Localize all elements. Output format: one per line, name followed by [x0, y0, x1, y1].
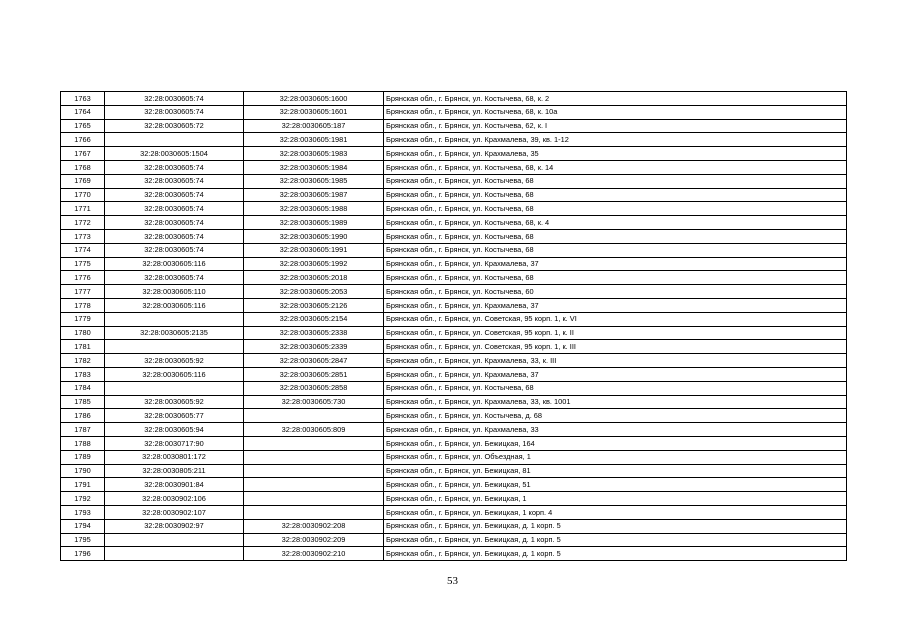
parent-cadastral-number-cell	[105, 547, 244, 561]
cadastral-number-cell: 32:28:0030902:208	[244, 519, 384, 533]
parent-cadastral-number-cell	[105, 533, 244, 547]
cadastral-number-cell	[244, 478, 384, 492]
parent-cadastral-number-cell: 32:28:0030902:106	[105, 492, 244, 506]
parent-cadastral-number-cell: 32:28:0030717:90	[105, 436, 244, 450]
parent-cadastral-number-cell: 32:28:0030605:116	[105, 257, 244, 271]
row-number-cell: 1777	[61, 285, 105, 299]
row-number-cell: 1793	[61, 505, 105, 519]
address-cell: Брянская обл., г. Брянск, ул. Костычева, 62, к. I	[384, 119, 847, 133]
cadastral-number-cell: 32:28:0030605:2053	[244, 285, 384, 299]
parent-cadastral-number-cell: 32:28:0030605:92	[105, 354, 244, 368]
parent-cadastral-number-cell: 32:28:0030605:92	[105, 395, 244, 409]
cadastral-number-cell: 32:28:0030605:1984	[244, 160, 384, 174]
table-row	[61, 257, 847, 271]
address-cell: Брянская обл., г. Брянск, ул. Костычева, 68	[384, 202, 847, 216]
address-cell: Брянская обл., г. Брянск, ул. Костычева, 68	[384, 271, 847, 285]
row-number-cell: 1778	[61, 298, 105, 312]
table-row	[61, 478, 847, 492]
address-cell: Брянская обл., г. Брянск, ул. Костычева, 68	[384, 188, 847, 202]
parent-cadastral-number-cell: 32:28:0030902:107	[105, 505, 244, 519]
address-cell: Брянская обл., г. Брянск, ул. Крахмалева, 33, к. III	[384, 354, 847, 368]
row-number-cell: 1781	[61, 340, 105, 354]
address-cell: Брянская обл., г. Брянск, ул. Советская, 95 корп. 1, к. III	[384, 340, 847, 354]
page-number: 53	[447, 575, 458, 587]
cadastral-number-cell: 32:28:0030605:1990	[244, 229, 384, 243]
table-row	[61, 423, 847, 437]
row-number-cell: 1763	[61, 92, 105, 106]
table-row	[61, 271, 847, 285]
row-number-cell: 1766	[61, 133, 105, 147]
row-number-cell: 1794	[61, 519, 105, 533]
address-cell: Брянская обл., г. Брянск, ул. Крахмалева, 35	[384, 147, 847, 161]
cadastral-number-cell	[244, 505, 384, 519]
cadastral-number-cell: 32:28:0030605:1981	[244, 133, 384, 147]
cadastral-table	[60, 91, 847, 561]
address-cell: Брянская обл., г. Брянск, ул. Советская, 95 корп. 1, к. VI	[384, 312, 847, 326]
address-cell: Брянская обл., г. Брянск, ул. Костычева, 68	[384, 174, 847, 188]
row-number-cell: 1789	[61, 450, 105, 464]
cadastral-number-cell: 32:28:0030605:1601	[244, 105, 384, 119]
row-number-cell: 1774	[61, 243, 105, 257]
row-number-cell: 1787	[61, 423, 105, 437]
cadastral-number-cell: 32:28:0030605:2338	[244, 326, 384, 340]
parent-cadastral-number-cell: 32:28:0030605:74	[105, 271, 244, 285]
document-page	[60, 91, 846, 561]
row-number-cell: 1768	[61, 160, 105, 174]
parent-cadastral-number-cell: 32:28:0030605:116	[105, 298, 244, 312]
cadastral-number-cell: 32:28:0030605:809	[244, 423, 384, 437]
row-number-cell: 1795	[61, 533, 105, 547]
cadastral-number-cell: 32:28:0030605:2851	[244, 367, 384, 381]
parent-cadastral-number-cell: 32:28:0030605:74	[105, 229, 244, 243]
parent-cadastral-number-cell	[105, 340, 244, 354]
parent-cadastral-number-cell: 32:28:0030901:84	[105, 478, 244, 492]
parent-cadastral-number-cell: 32:28:0030902:97	[105, 519, 244, 533]
cadastral-number-cell: 32:28:0030605:187	[244, 119, 384, 133]
table-row	[61, 436, 847, 450]
parent-cadastral-number-cell: 32:28:0030605:77	[105, 409, 244, 423]
address-cell: Брянская обл., г. Брянск, ул. Костычева, д. 68	[384, 409, 847, 423]
cadastral-number-cell: 32:28:0030605:2847	[244, 354, 384, 368]
cadastral-number-cell: 32:28:0030605:1991	[244, 243, 384, 257]
row-number-cell: 1765	[61, 119, 105, 133]
cadastral-number-cell: 32:28:0030605:730	[244, 395, 384, 409]
parent-cadastral-number-cell: 32:28:0030605:74	[105, 92, 244, 106]
address-cell: Брянская обл., г. Брянск, ул. Бежицкая, д. 1 корп. 5	[384, 547, 847, 561]
table-row	[61, 147, 847, 161]
row-number-cell: 1786	[61, 409, 105, 423]
parent-cadastral-number-cell: 32:28:0030605:74	[105, 105, 244, 119]
table-row	[61, 216, 847, 230]
table-row	[61, 367, 847, 381]
cadastral-number-cell: 32:28:0030605:2339	[244, 340, 384, 354]
parent-cadastral-number-cell: 32:28:0030605:74	[105, 202, 244, 216]
row-number-cell: 1771	[61, 202, 105, 216]
row-number-cell: 1769	[61, 174, 105, 188]
address-cell: Брянская обл., г. Брянск, ул. Костычева, 60	[384, 285, 847, 299]
table-row	[61, 285, 847, 299]
parent-cadastral-number-cell	[105, 312, 244, 326]
row-number-cell: 1780	[61, 326, 105, 340]
table-row	[61, 188, 847, 202]
row-number-cell: 1788	[61, 436, 105, 450]
row-number-cell: 1776	[61, 271, 105, 285]
address-cell: Брянская обл., г. Брянск, ул. Бежицкая, д. 1 корп. 5	[384, 533, 847, 547]
address-cell: Брянская обл., г. Брянск, ул. Костычева, 68, к. 2	[384, 92, 847, 106]
table-row	[61, 547, 847, 561]
table-row	[61, 229, 847, 243]
table-row	[61, 409, 847, 423]
row-number-cell: 1770	[61, 188, 105, 202]
cadastral-number-cell: 32:28:0030605:1987	[244, 188, 384, 202]
table-row	[61, 243, 847, 257]
cadastral-number-cell	[244, 450, 384, 464]
cadastral-number-cell	[244, 492, 384, 506]
address-cell: Брянская обл., г. Брянск, ул. Крахмалева, 37	[384, 367, 847, 381]
table-row	[61, 450, 847, 464]
table-row	[61, 533, 847, 547]
parent-cadastral-number-cell: 32:28:0030605:116	[105, 367, 244, 381]
parent-cadastral-number-cell: 32:28:0030605:2135	[105, 326, 244, 340]
address-cell: Брянская обл., г. Брянск, ул. Костычева, 68, к. 14	[384, 160, 847, 174]
address-cell: Брянская обл., г. Брянск, ул. Советская, 95 корп. 1, к. II	[384, 326, 847, 340]
table-row	[61, 381, 847, 395]
cadastral-number-cell	[244, 464, 384, 478]
address-cell: Брянская обл., г. Брянск, ул. Крахмалева, 39, кв. 1-12	[384, 133, 847, 147]
address-cell: Брянская обл., г. Брянск, ул. Бежицкая, 1	[384, 492, 847, 506]
cadastral-number-cell: 32:28:0030605:1992	[244, 257, 384, 271]
cadastral-number-cell: 32:28:0030605:2018	[244, 271, 384, 285]
cadastral-number-cell: 32:28:0030902:209	[244, 533, 384, 547]
table-row	[61, 464, 847, 478]
row-number-cell: 1791	[61, 478, 105, 492]
table-row	[61, 119, 847, 133]
cadastral-number-cell: 32:28:0030605:1988	[244, 202, 384, 216]
address-cell: Брянская обл., г. Брянск, ул. Костычева, 68	[384, 381, 847, 395]
cadastral-number-cell: 32:28:0030902:210	[244, 547, 384, 561]
address-cell: Брянская обл., г. Брянск, ул. Костычева, 68	[384, 229, 847, 243]
address-cell: Брянская обл., г. Брянск, ул. Крахмалева, 37	[384, 298, 847, 312]
parent-cadastral-number-cell: 32:28:0030801:172	[105, 450, 244, 464]
cadastral-number-cell: 32:28:0030605:2858	[244, 381, 384, 395]
address-cell: Брянская обл., г. Брянск, ул. Бежицкая, 1 корп. 4	[384, 505, 847, 519]
table-row	[61, 326, 847, 340]
parent-cadastral-number-cell: 32:28:0030605:74	[105, 188, 244, 202]
row-number-cell: 1773	[61, 229, 105, 243]
parent-cadastral-number-cell: 32:28:0030605:110	[105, 285, 244, 299]
table-row	[61, 395, 847, 409]
parent-cadastral-number-cell	[105, 381, 244, 395]
row-number-cell: 1782	[61, 354, 105, 368]
table-row	[61, 298, 847, 312]
address-cell: Брянская обл., г. Брянск, ул. Бежицкая, д. 1 корп. 5	[384, 519, 847, 533]
table-row	[61, 519, 847, 533]
table-row	[61, 312, 847, 326]
address-cell: Брянская обл., г. Брянск, ул. Объездная, 1	[384, 450, 847, 464]
table-row	[61, 354, 847, 368]
row-number-cell: 1767	[61, 147, 105, 161]
cadastral-number-cell: 32:28:0030605:1985	[244, 174, 384, 188]
cadastral-number-cell	[244, 409, 384, 423]
cadastral-number-cell: 32:28:0030605:2126	[244, 298, 384, 312]
table-row	[61, 492, 847, 506]
address-cell: Брянская обл., г. Брянск, ул. Крахмалева, 33	[384, 423, 847, 437]
table-body	[61, 92, 847, 561]
row-number-cell: 1775	[61, 257, 105, 271]
address-cell: Брянская обл., г. Брянск, ул. Бежицкая, 164	[384, 436, 847, 450]
parent-cadastral-number-cell: 32:28:0030605:74	[105, 243, 244, 257]
parent-cadastral-number-cell: 32:28:0030805:211	[105, 464, 244, 478]
address-cell: Брянская обл., г. Брянск, ул. Костычева, 68, к. 4	[384, 216, 847, 230]
parent-cadastral-number-cell: 32:28:0030605:74	[105, 174, 244, 188]
row-number-cell: 1783	[61, 367, 105, 381]
table-row	[61, 133, 847, 147]
row-number-cell: 1785	[61, 395, 105, 409]
parent-cadastral-number-cell: 32:28:0030605:72	[105, 119, 244, 133]
address-cell: Брянская обл., г. Брянск, ул. Костычева, 68	[384, 243, 847, 257]
address-cell: Брянская обл., г. Брянск, ул. Костычева, 68, к. 10а	[384, 105, 847, 119]
cadastral-number-cell: 32:28:0030605:1600	[244, 92, 384, 106]
table-row	[61, 202, 847, 216]
row-number-cell: 1764	[61, 105, 105, 119]
parent-cadastral-number-cell	[105, 133, 244, 147]
parent-cadastral-number-cell: 32:28:0030605:74	[105, 216, 244, 230]
cadastral-number-cell: 32:28:0030605:2154	[244, 312, 384, 326]
row-number-cell: 1796	[61, 547, 105, 561]
address-cell: Брянская обл., г. Брянск, ул. Крахмалева, 37	[384, 257, 847, 271]
parent-cadastral-number-cell: 32:28:0030605:1504	[105, 147, 244, 161]
address-cell: Брянская обл., г. Брянск, ул. Бежицкая, 51	[384, 478, 847, 492]
table-row	[61, 174, 847, 188]
row-number-cell: 1792	[61, 492, 105, 506]
cadastral-number-cell	[244, 436, 384, 450]
table-row	[61, 105, 847, 119]
cadastral-number-cell: 32:28:0030605:1989	[244, 216, 384, 230]
table-row	[61, 505, 847, 519]
row-number-cell: 1784	[61, 381, 105, 395]
row-number-cell: 1772	[61, 216, 105, 230]
parent-cadastral-number-cell: 32:28:0030605:94	[105, 423, 244, 437]
row-number-cell: 1790	[61, 464, 105, 478]
parent-cadastral-number-cell: 32:28:0030605:74	[105, 160, 244, 174]
table-row	[61, 92, 847, 106]
table-row	[61, 340, 847, 354]
address-cell: Брянская обл., г. Брянск, ул. Бежицкая, 81	[384, 464, 847, 478]
address-cell: Брянская обл., г. Брянск, ул. Крахмалева, 33, кв. 1001	[384, 395, 847, 409]
row-number-cell: 1779	[61, 312, 105, 326]
cadastral-number-cell: 32:28:0030605:1983	[244, 147, 384, 161]
table-row	[61, 160, 847, 174]
